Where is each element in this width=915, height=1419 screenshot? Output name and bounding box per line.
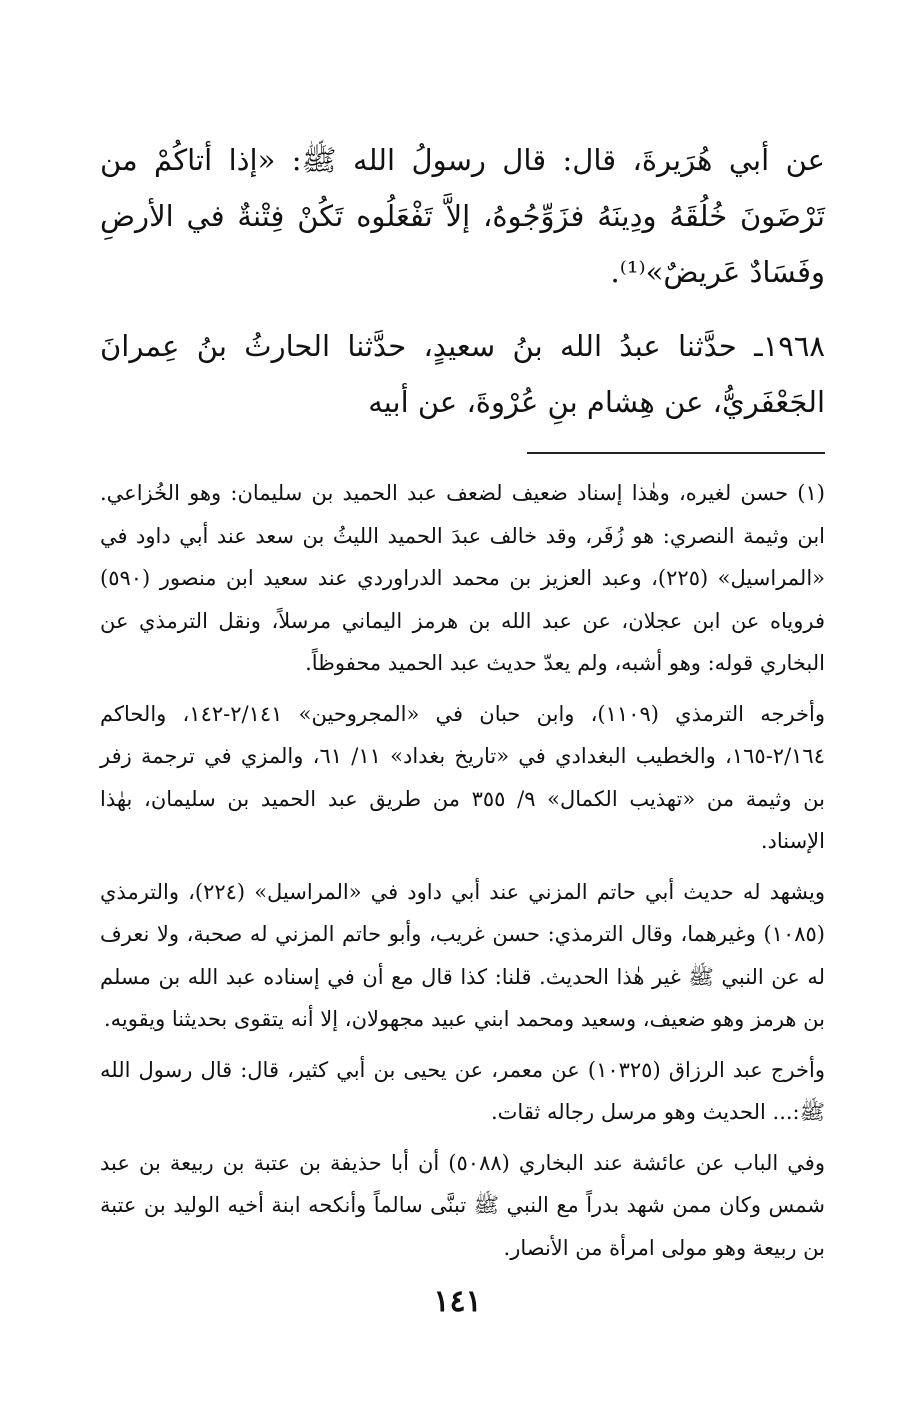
footnotes [100,472,825,1269]
page-number: ١٤١ [433,1284,482,1319]
footnote-paragraph-takhrij: وأخرجه الترمذي (١١٠٩)، وابن حبان في «المجروحين» ٢/١٤١-١٤٢، والحاكم ٢/١٦٤-١٦٥، والخطيب البغدادي في «تاريخ بغداد» ١١/ ٦١، والمزي في ترجمة زفر بن وثيمة من «تهذيب الكمال» ٩/ ٣٥٥ من طريق عبد الحميد بن سليمان، بهٰذا الإسناد. [100,701,825,853]
page-body [100,132,825,1269]
main-text [100,132,825,430]
main-paragraph-hadith-text: عن أبي هُرَيرةَ، قال: قال رسولُ الله ﷺ: «إذا أتاكُمْ من تَرْضَونَ خُلُقَهُ ودِينَهُ فزَوِّجُوهُ، إلاَّ تَفْعَلُوه تَكُنْ فِتْنةٌ في الأرضِ وفَسَادٌ عَريضٌ»⁽¹⁾. [100,143,825,289]
footnote-paragraph-abdulrazzaq: وأخرج عبد الرزاق (١٠٣٢٥) عن معمر، عن يحيى بن أبي كثير، قال: قال رسول الله ﷺ:... الحديث وهو مرسل رجاله ثقات. [100,1057,825,1124]
main-paragraph-hadith-1968: ١٩٦٨ـ حدَّثنا عبدُ الله بنُ سعيدٍ، حدَّثنا الحارثُ بنُ عِمرانَ الجَعْفَريُّ، عن هِشام بنِ عُرْوةَ، عن أبيه [100,329,825,419]
footnote-paragraph-shahid: ويشهد له حديث أبي حاتم المزني عند أبي داود في «المراسيل» (٢٢٤)، والترمذي (١٠٨٥) وغيرهما، وقال الترمذي: حسن غريب، وأبو حاتم المزني له صحبة، ولا نعرف له عن النبي ﷺ غير هٰذا الحديث. قلنا: كذا قال مع أن في إسناده عبد الله بن مسلم بن هرمز وهو ضعيف، وسعيد ومحمد ابني عبيد مجهولان، إلا أنه يتقوى بحديثنا ويقويه. [100,879,826,1031]
footnote-separator [527,452,825,454]
footnote-paragraph-fil-bab: وفي الباب عن عائشة عند البخاري (٥٠٨٨) أن أبا حذيفة بن عتبة بن ربيعة بن عبد شمس وكان ممن شهد بدراً مع النبي ﷺ تبنَّى سالماً وأنكحه ابنة أخيه الوليد بن عتبة بن ربيعة وهو مولى امرأة من الأنصار. [100,1150,825,1260]
footnote-1: (١) حسن لغيره، وهٰذا إسناد ضعيف لضعف عبد الحميد بن سليمان: وهو الخُزاعي. ابن وثيمة النصري: هو زُفَر، وقد خالف عبدَ الحميد الليثُ بن سعد عند أبي داود في «المراسيل» (٢٢٥)، وعبد العزيز بن محمد الدراوردي عند سعيد ابن منصور (٥٩٠) فروياه عن ابن عجلان، عن عبد الله بن هرمز اليماني مرسلاً، ونقل الترمذي عن البخاري قوله: وهو أشبه، ولم يعدّ حديث عبد الحميد محفوظاً. [100,481,826,675]
